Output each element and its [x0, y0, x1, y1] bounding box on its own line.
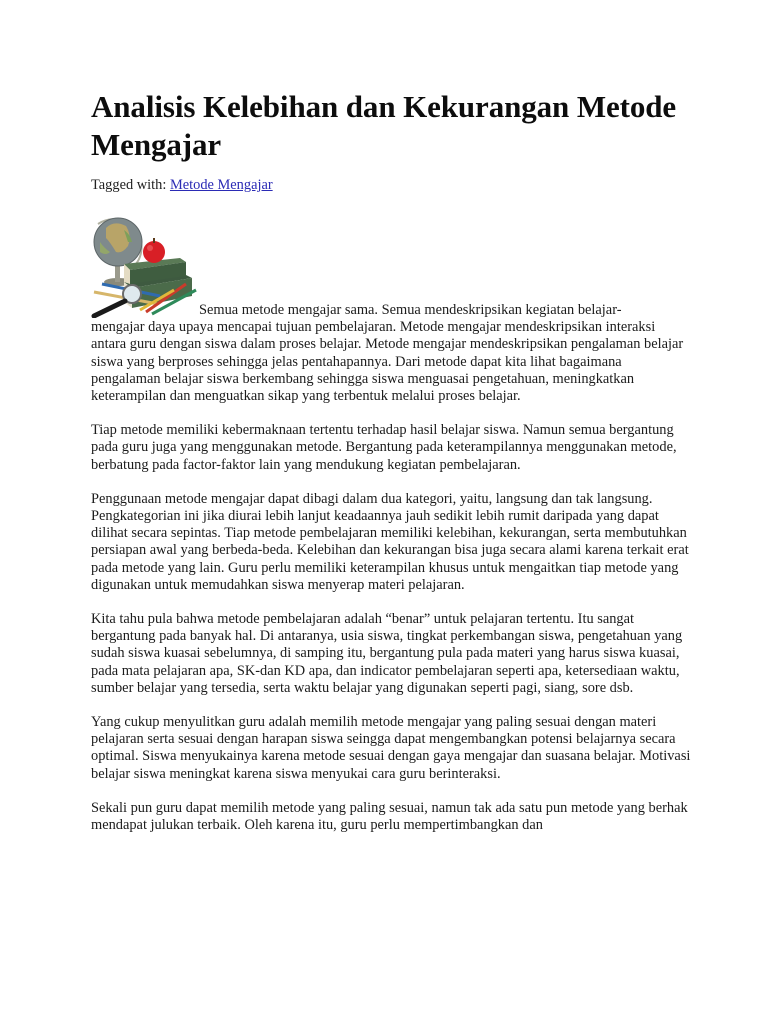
clip-art-container: [91, 212, 691, 306]
document-page: [91, 88, 691, 851]
tag-line: [91, 176, 691, 194]
tagged-with-label: Tagged with:: [91, 177, 167, 193]
paragraph-4: Kita tahu pula bahwa metode pembelajaran adalah “benar” untuk pelajaran tertentu. Itu sangat bergantung pada banyak hal. Di antaranya, usia siswa, tingkat perkembangan siswa, pengetahuan yang sudah siswa kuasai sebelumnya, di samping itu, bergantung pula pada materi yang harus siswa kuasai, pada mata pelajaran apa, SK-dan KD apa, dan indicator pembelajaran seperti apa, ketersediaan waktu, sumber belajar yang tersedia, serta waktu belajar yang digunakan seperti pagi, siang, sore dsb.: [91, 611, 683, 696]
paragraph-1-body: mengajar daya upaya mencapai tujuan pembelajaran. Metode mengajar mendeskripsikan interaksi antara guru dengan siswa dalam proses belajar. Metode mengajar mendeskripsikan pengalaman belajar siswa yang berproses sehingga jelas pentahapannya. Dari metode dapat kita lihat bagaimana pengalaman belajar siswa berkembang sehingga siswa menguasai pengetahuan, meningkatkan keterampilan dan menguatkan sikap yang terbentuk melalui proses belajar.: [91, 319, 684, 405]
article-body: [91, 212, 691, 834]
education-clipart-image: [88, 212, 200, 323]
paragraph-3: Penggunaan metode mengajar dapat dibagi dalam dua kategori, yaitu, langsung dan tak langsung. Pengkategorian ini jika diurai lebih lanjut keadaannya jauh sedikit lebih rumit daripada yang dapat dilihat secara sepintas. Tiap metode pembelajaran memiliki kelebihan, kekurangan, serta membutuhkan persiapan awal yang berbeda-beda. Kelebihan dan kekurangan bisa juga secara alami karena terkait erat pada metode yang lain. Guru perlu memiliki keterampilan khusus untuk mengaitkan tiap metode yang digunakan untuk memudahkan siswa menyerap materi pelajaran.: [91, 490, 689, 593]
globe-books-apple-icon: [88, 212, 200, 318]
paragraph-1-lead: Semua metode mengajar sama. Semua mendeskripsikan kegiatan belajar-: [199, 302, 622, 318]
paragraph-6: Sekali pun guru dapat memilih metode yang paling sesuai, namun tak ada satu pun metode yang berhak mendapat julukan terbaik. Oleh karena itu, guru perlu mempertimbangkan dan: [91, 799, 688, 834]
paragraph-2: Tiap metode memiliki kebermaknaan tertentu terhadap hasil belajar siswa. Namun semua bergantung pada guru juga yang menggunakan metode. Bergantung pada keterampilannya menggunakan metode, berbatung pada factor-faktor lain yang mendukung kegiatan pembelajaran.: [91, 422, 677, 473]
page-title: Analisis Kelebihan dan Kekurangan Metode Mengajar: [91, 89, 677, 162]
tag-link-metode-mengajar[interactable]: Metode Mengajar: [169, 177, 273, 193]
paragraph-5: Yang cukup menyulitkan guru adalah memilih metode mengajar yang paling sesuai dengan materi pelajaran serta sesuai dengan harapan siswa seingga dapat mengembangkan potensi belajarnya secara optimal. Siswa menyukainya karena metode sesuai dengan gaya mengajar dan suasana belajar. Motivasi belajar siswa meningkat karena siswa menyukai cara guru berinteraksi.: [91, 714, 691, 782]
